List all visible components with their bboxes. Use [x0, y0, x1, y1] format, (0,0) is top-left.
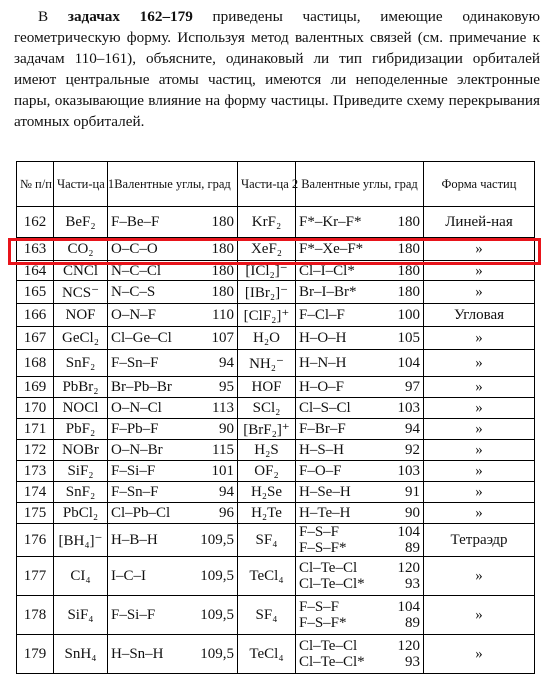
header-angles-2: Валентные углы, град: [296, 162, 424, 207]
bond-2a: Cl–Te–Cl: [299, 638, 358, 654]
angles-1-cell: [108, 461, 238, 482]
angles-1-wrap: [111, 241, 234, 258]
particle-2: H₂Se: [238, 482, 296, 503]
bond-1: H–B–H: [111, 531, 158, 548]
particle-shape: Тетраэдр: [424, 524, 535, 557]
bond-2: Br–I–Br*: [299, 283, 357, 300]
angles-2: [398, 599, 421, 631]
bond-2: H–S–H: [299, 441, 345, 458]
angles-2-cell: [296, 350, 424, 377]
particle-shape: »: [424, 261, 535, 281]
table-row: [17, 238, 535, 261]
bond-2: F*–Xe–F*: [299, 240, 364, 257]
intro-problem-range: задачах 162–179: [67, 8, 193, 25]
angles-1-wrap: [111, 214, 234, 231]
table-row: [17, 524, 535, 557]
angles-2-wrap: [299, 241, 420, 258]
particle-shape: »: [424, 635, 535, 674]
angles-2-wrap: [299, 484, 420, 501]
angles-1-wrap: [111, 568, 234, 585]
particle-shape: »: [424, 503, 535, 524]
bond-2b: F–S–F*: [299, 540, 347, 556]
table-row: [17, 461, 535, 482]
angle-1: 109,5: [200, 567, 234, 584]
angle-2: 180: [397, 240, 420, 257]
angle-1: 101: [211, 462, 234, 479]
angle-1: 94: [219, 354, 234, 371]
row-number: 179: [17, 635, 54, 674]
row-number: 169: [17, 377, 54, 398]
angle-2b: 93: [405, 576, 420, 592]
row-number: 163: [17, 238, 54, 261]
angles-1-cell: [108, 207, 238, 238]
angle-1: 90: [219, 420, 234, 437]
angles-2-cell: [296, 419, 424, 440]
bond-2: H–O–F: [299, 378, 345, 395]
particle-1: BeF₂: [54, 207, 108, 238]
bond-2: F–O–F: [299, 462, 342, 479]
angles-2-wrap: [299, 463, 420, 480]
angle-2a: 120: [397, 638, 420, 654]
bond-2: F*–Kr–F*: [299, 213, 362, 230]
bonds-2: [299, 524, 347, 556]
table-row: [17, 398, 535, 419]
table-row: [17, 207, 535, 238]
angles-2-cell: [296, 327, 424, 350]
angles-1-wrap: [111, 330, 234, 347]
bond-2: Cl–I–Cl*: [299, 262, 355, 279]
angle-2b: 89: [405, 540, 420, 556]
header-angles-1: Валентные углы, град: [108, 162, 238, 207]
particle-1: SnF₂: [54, 350, 108, 377]
row-number: 175: [17, 503, 54, 524]
angles-1-wrap: [111, 400, 234, 417]
angles-1-cell: [108, 440, 238, 461]
particle-2: SF₄: [238, 596, 296, 635]
bond-2: Cl–S–Cl: [299, 399, 351, 416]
angles-2-wrap: [299, 400, 420, 417]
angles-1-cell: [108, 350, 238, 377]
bond-2a: F–S–F: [299, 599, 340, 615]
particle-1: PbBr₂: [54, 377, 108, 398]
angle-2: 91: [405, 483, 420, 500]
particle-2: HOF: [238, 377, 296, 398]
angles-1-cell: [108, 503, 238, 524]
bond-1: O–N–Cl: [111, 399, 162, 416]
angle-2: 180: [397, 262, 420, 279]
row-number: 164: [17, 261, 54, 281]
table-row: [17, 503, 535, 524]
angles-2: [398, 638, 421, 670]
bond-1: F–Si–F: [111, 462, 156, 479]
angles-1-wrap: [111, 463, 234, 480]
angles-1-wrap: [111, 284, 234, 301]
row-number: 172: [17, 440, 54, 461]
particle-2: TeCl₄: [238, 635, 296, 674]
bond-2a: Cl–Te–Cl: [299, 560, 358, 576]
row-number: 174: [17, 482, 54, 503]
angle-1: 180: [211, 262, 234, 279]
angle-2a: 120: [397, 560, 420, 576]
angle-2: 104: [397, 354, 420, 371]
particles-table: [16, 161, 535, 674]
particle-1: SiF₂: [54, 461, 108, 482]
problem-intro: [14, 6, 540, 132]
angles-1-cell: [108, 482, 238, 503]
angles-1-wrap: [111, 421, 234, 438]
particle-1: PbF₂: [54, 419, 108, 440]
row-number: 171: [17, 419, 54, 440]
bond-1: N–C–Cl: [111, 262, 162, 279]
angles-2-cell: [296, 238, 424, 261]
angles-1-wrap: [111, 307, 234, 324]
table-row: [17, 350, 535, 377]
angle-2: 103: [397, 399, 420, 416]
header-particle-1: Части-ца 1: [54, 162, 108, 207]
angle-2b: 93: [405, 654, 420, 670]
angles-2-cell: [296, 398, 424, 419]
angle-2: 105: [397, 329, 420, 346]
angles-2-cell: [296, 557, 424, 596]
particle-shape: Угловая: [424, 304, 535, 327]
angles-2-wrap: [299, 379, 420, 396]
angles-1-cell: [108, 261, 238, 281]
table-row: [17, 419, 535, 440]
particle-shape: »: [424, 419, 535, 440]
table-row: [17, 482, 535, 503]
bonds-2: [299, 638, 365, 670]
angles-2-wrap: [299, 442, 420, 459]
angles-1-wrap: [111, 532, 234, 549]
angle-1: 107: [211, 329, 234, 346]
angles-2-cell: [296, 440, 424, 461]
header-shape: Форма частиц: [424, 162, 535, 207]
angles-2-wrap: [299, 307, 420, 324]
angles-2-cell: [296, 377, 424, 398]
bond-1: O–N–F: [111, 306, 157, 323]
bond-1: F–Si–F: [111, 606, 156, 623]
intro-paragraph: [14, 6, 540, 132]
particle-shape: »: [424, 440, 535, 461]
particle-2: SCl₂: [238, 398, 296, 419]
particle-shape: »: [424, 327, 535, 350]
angles-1-cell: [108, 419, 238, 440]
angle-1: 113: [212, 399, 234, 416]
header-num: № п/п: [17, 162, 54, 207]
angle-1: 180: [211, 213, 234, 230]
angles-1-cell: [108, 281, 238, 304]
angles-1-cell: [108, 635, 238, 674]
angles-2-wrap: [299, 599, 420, 631]
particle-2: H₂Te: [238, 503, 296, 524]
table-row: [17, 261, 535, 281]
particle-shape: »: [424, 281, 535, 304]
angles-2-cell: [296, 304, 424, 327]
bond-2: H–O–H: [299, 329, 347, 346]
bond-1: F–Sn–F: [111, 483, 159, 500]
table-row: [17, 304, 535, 327]
angle-2: 100: [397, 306, 420, 323]
row-number: 166: [17, 304, 54, 327]
angle-1: 180: [211, 283, 234, 300]
angles-2-wrap: [299, 560, 420, 592]
angles-1-wrap: [111, 442, 234, 459]
particle-1: [BH₄]⁻: [54, 524, 108, 557]
particle-2: H₂S: [238, 440, 296, 461]
angles-2-cell: [296, 261, 424, 281]
angles-2-cell: [296, 482, 424, 503]
particle-1: SnF₂: [54, 482, 108, 503]
table-row: [17, 377, 535, 398]
angles-2-wrap: [299, 638, 420, 670]
angles-1-cell: [108, 524, 238, 557]
angles-1-cell: [108, 596, 238, 635]
angles-2: [398, 560, 421, 592]
particle-2: H₂O: [238, 327, 296, 350]
angle-1: 180: [211, 240, 234, 257]
row-number: 173: [17, 461, 54, 482]
angles-1-wrap: [111, 355, 234, 372]
angles-2-cell: [296, 524, 424, 557]
angles-1-wrap: [111, 484, 234, 501]
bond-1: O–C–O: [111, 240, 158, 257]
bond-2: F–Br–F: [299, 420, 346, 437]
row-number: 167: [17, 327, 54, 350]
angles-2-wrap: [299, 330, 420, 347]
angles-2-cell: [296, 207, 424, 238]
particle-2: [ICl₂]⁻: [238, 261, 296, 281]
bond-1: O–N–Br: [111, 441, 163, 458]
particle-2: KrF₂: [238, 207, 296, 238]
row-number: 168: [17, 350, 54, 377]
particle-2: SF₄: [238, 524, 296, 557]
particle-1: GeCl₂: [54, 327, 108, 350]
bonds-2: [299, 599, 347, 631]
angles-2-wrap: [299, 284, 420, 301]
angle-2: 97: [405, 378, 420, 395]
angle-2: 180: [397, 283, 420, 300]
table-row: [17, 635, 535, 674]
bond-1: F–Pb–F: [111, 420, 159, 437]
angles-1-wrap: [111, 607, 234, 624]
particle-2: [IBr₂]⁻: [238, 281, 296, 304]
bond-2b: F–S–F*: [299, 615, 347, 631]
angles-2-cell: [296, 461, 424, 482]
particle-1: CI₄: [54, 557, 108, 596]
row-number: 176: [17, 524, 54, 557]
table-row: [17, 557, 535, 596]
particle-1: CO₂: [54, 238, 108, 261]
intro-lead: В: [38, 8, 68, 25]
table-row: [17, 440, 535, 461]
header-particle-2: Части-ца 2: [238, 162, 296, 207]
intro-text: приведены частицы, имеющие одинаковую геометрическую форму. Используя метод валентных связей (см. примечание к задачам 110–161), объясните, одинаковый ли тип гибридизации орбиталей имеют центральные атомы частиц, имеются ли неподеленные электронные пары, оказывающие влияние на форму частицы. Приведите схему перекрывания атомных орбиталей.: [14, 8, 540, 130]
particle-1: SnH₄: [54, 635, 108, 674]
bond-1: I–C–I: [111, 567, 146, 584]
particle-shape: »: [424, 596, 535, 635]
bond-2: H–Se–H: [299, 483, 351, 500]
particle-1: SiF₄: [54, 596, 108, 635]
particle-shape: »: [424, 238, 535, 261]
table-header-row: [17, 162, 535, 207]
row-number: 177: [17, 557, 54, 596]
bond-2b: Cl–Te–Cl*: [299, 576, 365, 592]
particle-shape: »: [424, 482, 535, 503]
angles-2-wrap: [299, 214, 420, 231]
angles-1-cell: [108, 377, 238, 398]
angle-1: 94: [219, 483, 234, 500]
angle-1: 96: [219, 504, 234, 521]
angles-2: [398, 524, 421, 556]
angles-1-cell: [108, 304, 238, 327]
particle-1: PbCl₂: [54, 503, 108, 524]
angles-2-wrap: [299, 355, 420, 372]
particle-1: CNCl: [54, 261, 108, 281]
angle-1: 110: [212, 306, 234, 323]
angles-2-cell: [296, 635, 424, 674]
angles-1-wrap: [111, 262, 234, 279]
angle-1: 109,5: [200, 531, 234, 548]
angles-2-cell: [296, 281, 424, 304]
row-number: 165: [17, 281, 54, 304]
angles-2-wrap: [299, 524, 420, 556]
table-row: [17, 596, 535, 635]
particle-2: TeCl₄: [238, 557, 296, 596]
table-body: [17, 207, 535, 674]
bond-1: Cl–Pb–Cl: [111, 504, 171, 521]
particle-1: NOBr: [54, 440, 108, 461]
row-number: 162: [17, 207, 54, 238]
table-row: [17, 327, 535, 350]
angle-2a: 104: [397, 599, 420, 615]
angles-1-wrap: [111, 379, 234, 396]
table-row: [17, 281, 535, 304]
particle-shape: »: [424, 350, 535, 377]
bonds-2: [299, 560, 365, 592]
angles-2-cell: [296, 596, 424, 635]
particle-1: NOF: [54, 304, 108, 327]
bond-2: F–Cl–F: [299, 306, 345, 323]
particle-shape: »: [424, 377, 535, 398]
angle-2: 90: [405, 504, 420, 521]
angle-2b: 89: [405, 615, 420, 631]
particle-2: OF₂: [238, 461, 296, 482]
particle-2: NH₂⁻: [238, 350, 296, 377]
particle-1: NOCl: [54, 398, 108, 419]
angles-1-wrap: [111, 505, 234, 522]
angle-2: 94: [405, 420, 420, 437]
angle-1: 109,5: [200, 606, 234, 623]
bond-2: H–N–H: [299, 354, 347, 371]
bond-2a: F–S–F: [299, 524, 340, 540]
angle-1: 95: [219, 378, 234, 395]
angle-1: 115: [212, 441, 234, 458]
angles-2-wrap: [299, 505, 420, 522]
angles-2-wrap: [299, 262, 420, 279]
bond-1: H–Sn–H: [111, 645, 164, 662]
angles-2-cell: [296, 503, 424, 524]
bond-1: Cl–Ge–Cl: [111, 329, 172, 346]
bond-1: F–Be–F: [111, 213, 160, 230]
particle-2: [BrF₂]⁺: [238, 419, 296, 440]
particle-shape: Линей-ная: [424, 207, 535, 238]
angle-1: 109,5: [200, 645, 234, 662]
angles-1-cell: [108, 327, 238, 350]
particle-2: XeF₂: [238, 238, 296, 261]
particle-shape: »: [424, 557, 535, 596]
angle-2: 92: [405, 441, 420, 458]
row-number: 170: [17, 398, 54, 419]
angles-1-cell: [108, 398, 238, 419]
row-number: 178: [17, 596, 54, 635]
angles-2-wrap: [299, 421, 420, 438]
particle-2: [ClF₂]⁺: [238, 304, 296, 327]
bond-1: Br–Pb–Br: [111, 378, 172, 395]
angle-2: 103: [397, 462, 420, 479]
angle-2: 180: [397, 213, 420, 230]
bond-2: H–Te–H: [299, 504, 351, 521]
particle-shape: »: [424, 461, 535, 482]
particle-1: NCS⁻: [54, 281, 108, 304]
particle-shape: »: [424, 398, 535, 419]
bond-1: F–Sn–F: [111, 354, 159, 371]
angles-1-cell: [108, 238, 238, 261]
angles-1-wrap: [111, 646, 234, 663]
bond-1: N–C–S: [111, 283, 156, 300]
angle-2a: 104: [397, 524, 420, 540]
angles-1-cell: [108, 557, 238, 596]
bond-2b: Cl–Te–Cl*: [299, 654, 365, 670]
